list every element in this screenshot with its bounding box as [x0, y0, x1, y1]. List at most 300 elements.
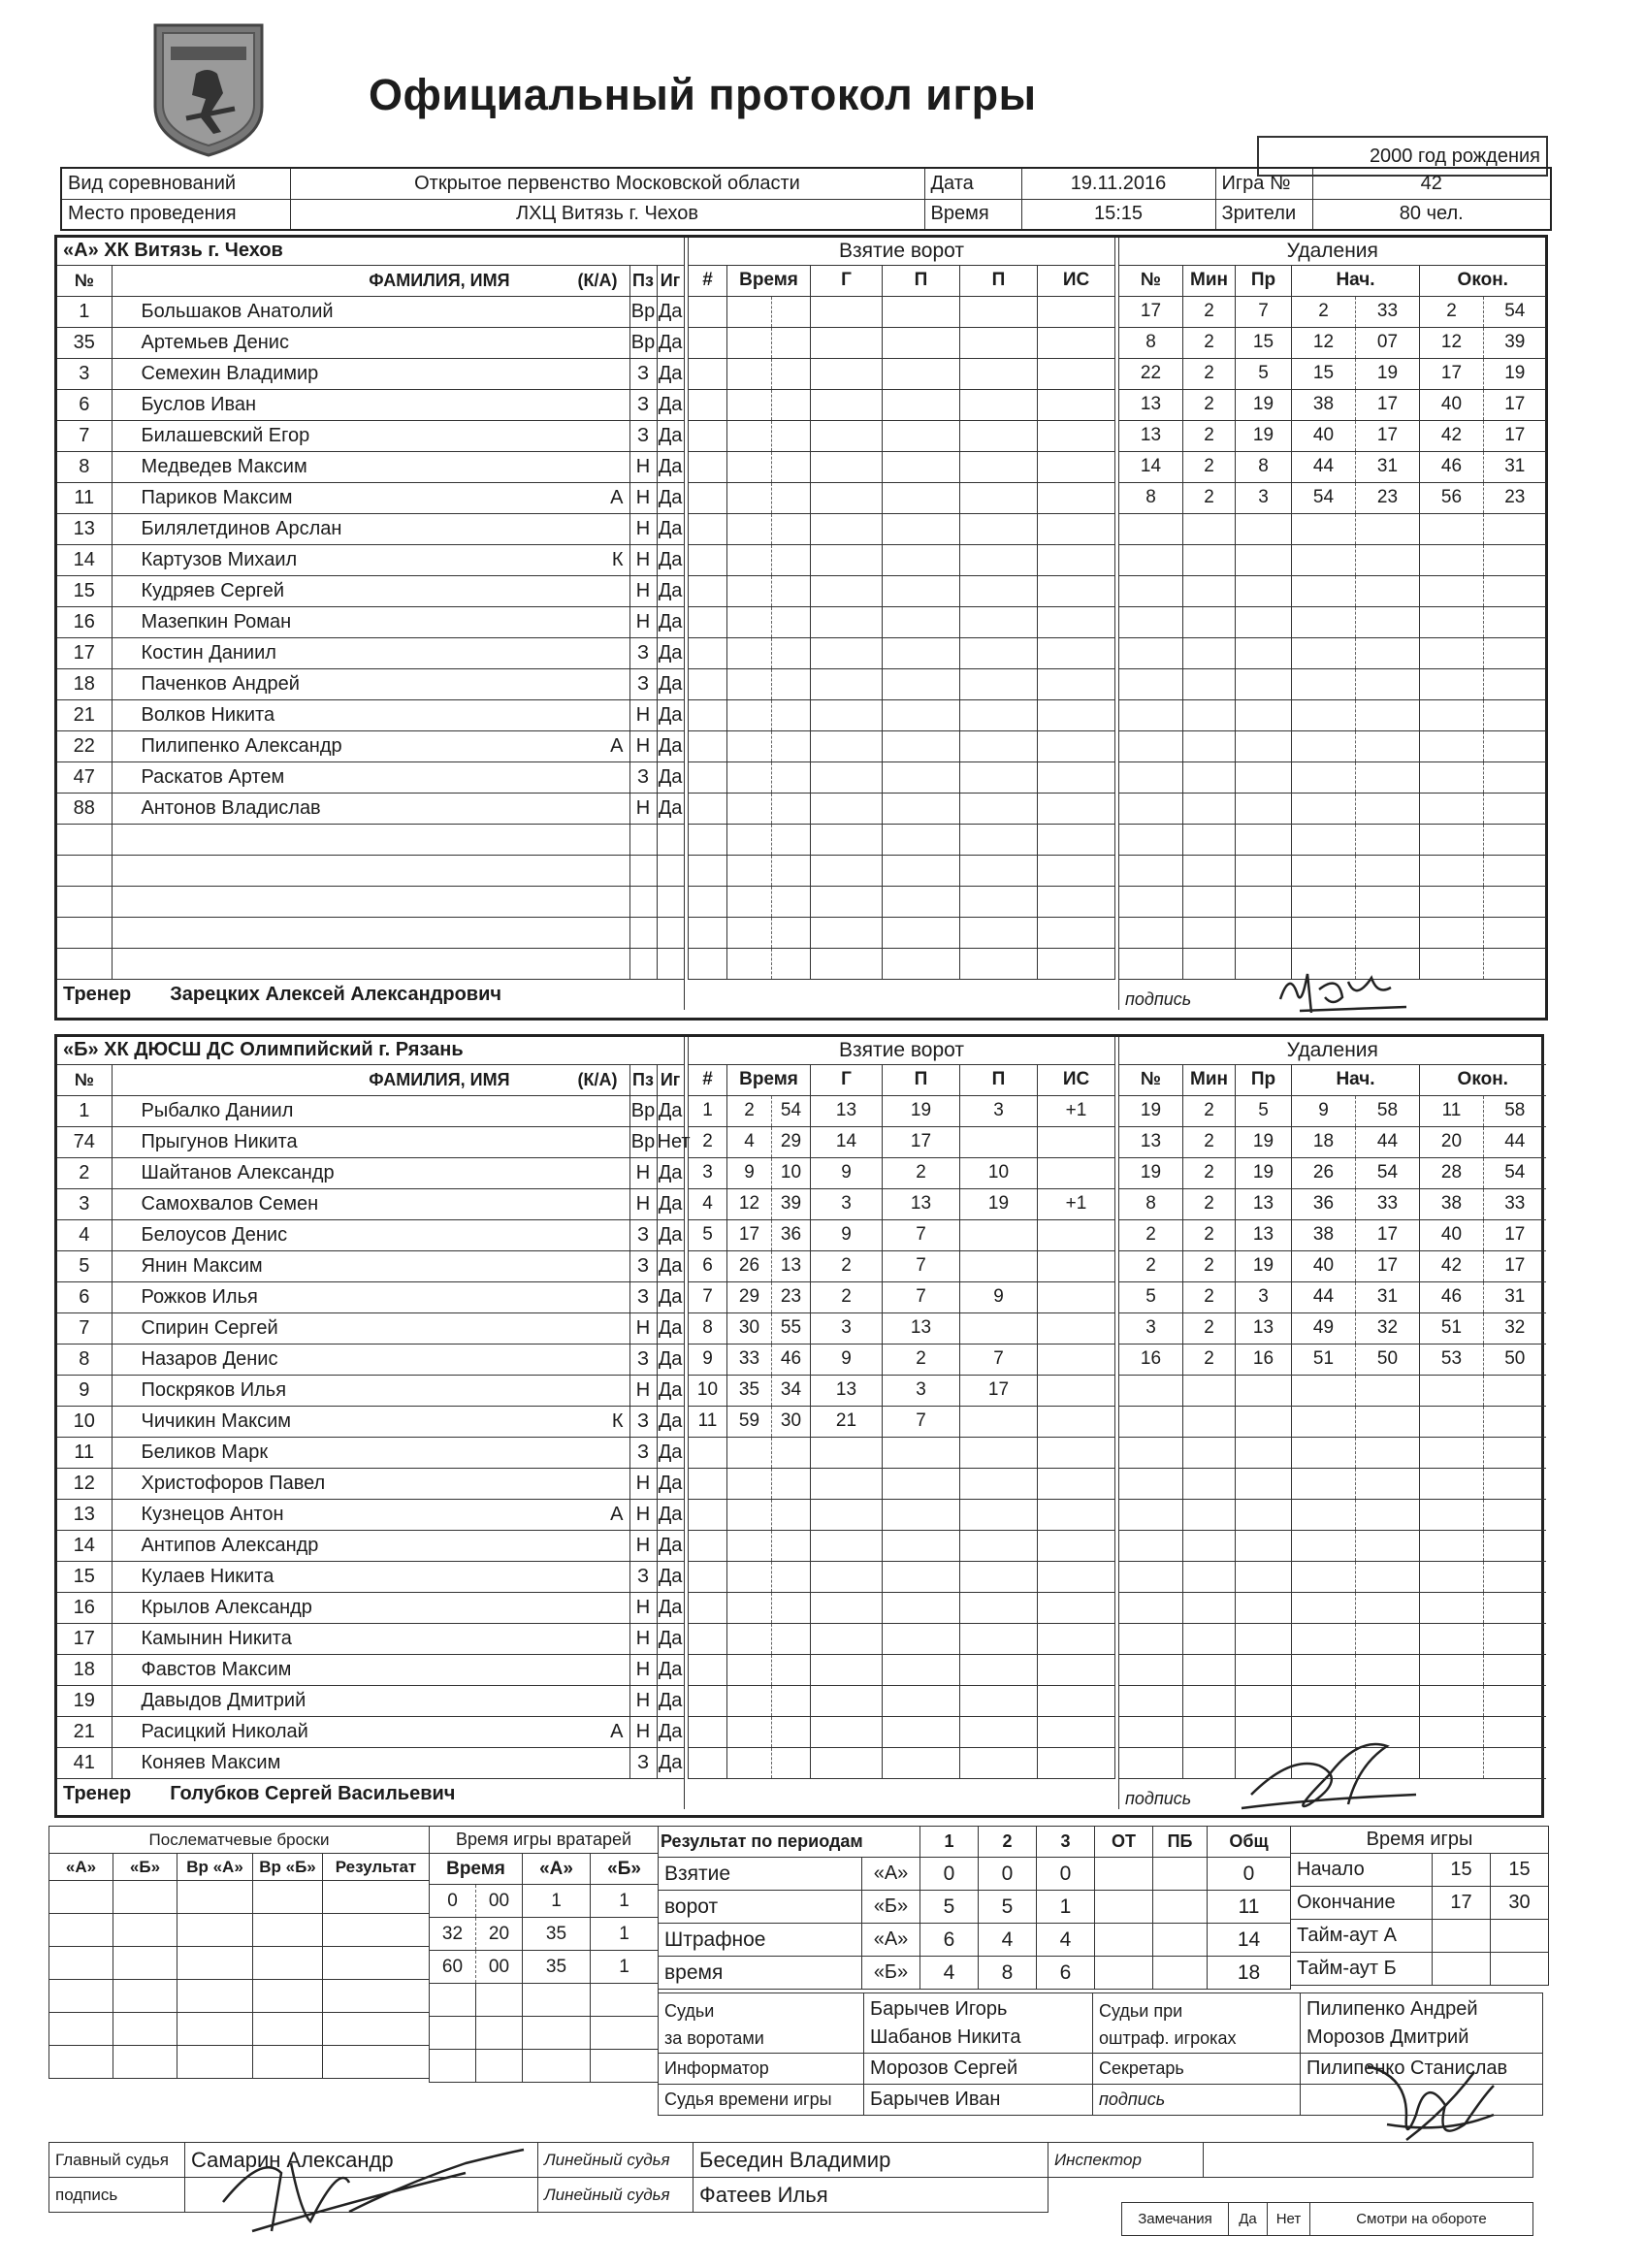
penalty-end-sec: 17 — [1484, 1219, 1546, 1250]
period-team: «А» — [862, 1858, 920, 1891]
goal-minute: 26 — [727, 1250, 772, 1281]
player-role — [558, 1530, 629, 1561]
col-scorer: Г — [811, 1064, 883, 1095]
player-row — [57, 948, 684, 979]
player-played: Да — [657, 358, 684, 389]
player-row — [57, 1344, 684, 1375]
time-value: 15:15 — [1021, 199, 1215, 230]
game-time-table — [1290, 1826, 1549, 1986]
goal-assist-1: 17 — [883, 1126, 960, 1157]
player-role — [558, 420, 629, 451]
player-role — [558, 699, 629, 730]
penalty-reason: 19 — [1236, 1157, 1292, 1188]
goal-strength — [1038, 1375, 1115, 1406]
penalty-player: 13 — [1119, 420, 1183, 451]
goal-minute: 9 — [727, 1157, 772, 1188]
goal-assist-1: 13 — [883, 1312, 960, 1344]
game-value: 42 — [1312, 168, 1551, 199]
player-role — [558, 1281, 629, 1312]
penalty-start-min: 2 — [1292, 296, 1356, 327]
period-team: «Б» — [862, 1891, 920, 1924]
penalty-start-min: 15 — [1292, 358, 1356, 389]
penalty-end-sec: 44 — [1484, 1126, 1546, 1157]
goal-scorer: 9 — [811, 1344, 883, 1375]
player-played: Да — [657, 793, 684, 824]
player-name: Кузнецов Антон — [112, 1499, 558, 1530]
period-row-label: Штрафное — [659, 1924, 862, 1957]
player-name: Картузов Михаил — [112, 544, 558, 575]
col-penalty-reason: Пр — [1236, 1064, 1292, 1095]
penalty-minutes: 2 — [1183, 296, 1236, 327]
goal-second: 55 — [772, 1312, 811, 1344]
penalty-minutes: 2 — [1183, 327, 1236, 358]
remarks-label: Замечания — [1122, 2203, 1229, 2236]
coach-label: Тренер — [63, 983, 132, 1005]
player-number: 12 — [57, 1468, 112, 1499]
goalie-time-title: Время игры вратарей — [430, 1827, 659, 1854]
team-title: «Б» ХК ДЮСШ ДС Олимпийский г. Рязань — [57, 1037, 684, 1064]
player-position: Н — [629, 1716, 657, 1747]
player-position: Вр — [629, 327, 657, 358]
timekeeper-value: Барычев Иван — [864, 2085, 1093, 2116]
col-ig: Иг — [657, 1064, 684, 1095]
goal-scorer: 13 — [811, 1095, 883, 1126]
penalty-end-sec: 39 — [1484, 327, 1546, 358]
penalty-minutes: 2 — [1183, 482, 1236, 513]
goal-row — [689, 482, 1115, 513]
goal-row — [689, 1157, 1115, 1188]
player-row — [57, 917, 684, 948]
penalty-row — [1119, 1437, 1546, 1468]
player-name: Расицкий Николай — [112, 1716, 558, 1747]
col-penalty-end: Окон. — [1420, 1064, 1546, 1095]
period-row — [659, 1957, 1291, 1990]
goal-number: 11 — [689, 1406, 727, 1437]
col-name — [112, 265, 629, 296]
goalie-time-min: 0 — [430, 1885, 476, 1918]
player-name: Янин Максим — [112, 1250, 558, 1281]
period-team: «А» — [862, 1924, 920, 1957]
player-row — [57, 1654, 684, 1685]
game-info-table — [60, 167, 1552, 231]
player-played: Да — [657, 1375, 684, 1406]
goalie-time-sec: 00 — [476, 1951, 523, 1984]
player-role — [558, 296, 629, 327]
penalty-minutes: 2 — [1183, 1095, 1236, 1126]
secretary-sign-label: подпись — [1093, 2085, 1301, 2116]
player-played: Да — [657, 1716, 684, 1747]
penalty-start-min: 38 — [1292, 389, 1356, 420]
goal-strength — [1038, 1126, 1115, 1157]
penalty-row — [1119, 1623, 1546, 1654]
player-played: Да — [657, 699, 684, 730]
period-row-label: время — [659, 1957, 862, 1990]
goal-number: 1 — [689, 1095, 727, 1126]
player-number: 47 — [57, 761, 112, 793]
period-value: 6 — [1037, 1957, 1095, 1990]
goal-assist-1: 7 — [883, 1281, 960, 1312]
period-value: 0 — [1208, 1858, 1291, 1891]
player-number: 22 — [57, 730, 112, 761]
goal-row — [689, 358, 1115, 389]
goal-assist-1: 19 — [883, 1095, 960, 1126]
player-role — [558, 1095, 629, 1126]
player-position: Вр — [629, 1095, 657, 1126]
goal-second: 54 — [772, 1095, 811, 1126]
goal-row — [689, 1716, 1115, 1747]
col-assist-2: П — [960, 1064, 1038, 1095]
player-position: Н — [629, 1654, 657, 1685]
penalty-row — [1119, 389, 1546, 420]
team-b-block — [54, 1034, 1544, 1818]
penalty-end-min: 53 — [1420, 1344, 1484, 1375]
penalty-start-min: 38 — [1292, 1219, 1356, 1250]
penalty-row — [1119, 1530, 1546, 1561]
player-number: 8 — [57, 451, 112, 482]
player-name: Волков Никита — [112, 699, 558, 730]
team-a-block — [54, 235, 1548, 1021]
linesman-1-value: Беседин Владимир — [693, 2143, 1048, 2178]
goal-assist-2 — [960, 1219, 1038, 1250]
penalty-end-min: 2 — [1420, 296, 1484, 327]
game-start-label: Начало — [1291, 1854, 1433, 1887]
goal-row — [689, 1375, 1115, 1406]
penalty-end-sec: 23 — [1484, 482, 1546, 513]
penalty-judge-1: Пилипенко Андрей — [1306, 1998, 1478, 2020]
goal-row — [689, 513, 1115, 544]
col-assist-1: П — [883, 1064, 960, 1095]
penalty-start-min: 44 — [1292, 1281, 1356, 1312]
player-row — [57, 1126, 684, 1157]
player-position: Н — [629, 1157, 657, 1188]
player-role — [558, 513, 629, 544]
goal-row — [689, 1219, 1115, 1250]
player-position: Н — [629, 1623, 657, 1654]
penalty-end-min: 17 — [1420, 358, 1484, 389]
player-position: З — [629, 1406, 657, 1437]
player-row — [57, 761, 684, 793]
col-penalty-end: Окон. — [1420, 265, 1546, 296]
penalty-row — [1119, 1406, 1546, 1437]
player-position: З — [629, 389, 657, 420]
penalty-row — [1119, 1344, 1546, 1375]
penalty-start-min: 9 — [1292, 1095, 1356, 1126]
goal-row — [689, 1437, 1115, 1468]
referees-table — [48, 2142, 1048, 2213]
penalty-start-sec: 54 — [1356, 1157, 1420, 1188]
penalty-end-min: 28 — [1420, 1157, 1484, 1188]
goals-title: Взятие ворот — [689, 238, 1115, 265]
penalty-reason: 19 — [1236, 389, 1292, 420]
player-name: Буслов Иван — [112, 389, 558, 420]
player-played: Да — [657, 1188, 684, 1219]
penalty-row — [1119, 730, 1546, 761]
player-name: Артемьев Денис — [112, 327, 558, 358]
penalty-start-sec: 17 — [1356, 1250, 1420, 1281]
goalie-time-row — [430, 1951, 659, 1984]
player-role: А — [558, 730, 629, 761]
penalty-row — [1119, 420, 1546, 451]
penalty-judges-label-1: Судьи при — [1099, 2001, 1183, 2021]
player-row — [57, 1188, 684, 1219]
penalty-reason: 19 — [1236, 420, 1292, 451]
player-number: 1 — [57, 296, 112, 327]
period-col: 1 — [920, 1827, 979, 1858]
goal-minute: 29 — [727, 1281, 772, 1312]
game-end-label: Окончание — [1291, 1887, 1433, 1920]
player-played: Да — [657, 420, 684, 451]
player-position: Н — [629, 575, 657, 606]
player-role — [558, 1437, 629, 1468]
goal-assist-1: 7 — [883, 1250, 960, 1281]
player-name: Мазепкин Роман — [112, 606, 558, 637]
player-row — [57, 1685, 684, 1716]
spectators-value: 80 чел. — [1312, 199, 1551, 230]
penalty-start-min: 54 — [1292, 482, 1356, 513]
penalty-end-min: 46 — [1420, 451, 1484, 482]
venue-label: Место проведения — [61, 199, 290, 230]
remarks-table — [1121, 2202, 1533, 2236]
player-role — [558, 389, 629, 420]
penalty-row — [1119, 886, 1546, 917]
player-number: 18 — [57, 1654, 112, 1685]
player-row — [57, 886, 684, 917]
penalty-player: 8 — [1119, 1188, 1183, 1219]
player-position: Н — [629, 451, 657, 482]
player-number: 18 — [57, 668, 112, 699]
referee-value: Самарин Александр — [185, 2143, 538, 2178]
penalty-end-sec: 50 — [1484, 1344, 1546, 1375]
player-role — [558, 793, 629, 824]
coach-name: Голубков Сергей Васильевич — [170, 1782, 456, 1804]
goal-second: 13 — [772, 1250, 811, 1281]
period-value: 6 — [920, 1924, 979, 1957]
goalie-time-min: 60 — [430, 1951, 476, 1984]
player-played: Да — [657, 1499, 684, 1530]
goal-assist-1: 3 — [883, 1375, 960, 1406]
penalty-start-min: 40 — [1292, 420, 1356, 451]
goal-number: 7 — [689, 1281, 727, 1312]
penalty-reason: 15 — [1236, 327, 1292, 358]
col-penalty-start: Нач. — [1292, 265, 1420, 296]
player-row — [57, 1312, 684, 1344]
player-role: А — [558, 1499, 629, 1530]
timeout-a-label: Тайм-аут А — [1291, 1920, 1433, 1953]
goal-assist-1: 7 — [883, 1406, 960, 1437]
goal-strength — [1038, 1281, 1115, 1312]
player-name: Антипов Александр — [112, 1530, 558, 1561]
player-number: 17 — [57, 1623, 112, 1654]
penalty-row — [1119, 793, 1546, 824]
goal-row — [689, 1499, 1115, 1530]
linesman-2-value: Фатеев Илья — [693, 2178, 1048, 2213]
period-col: Общ — [1208, 1827, 1291, 1858]
penalty-end-sec: 17 — [1484, 1250, 1546, 1281]
penalty-row — [1119, 296, 1546, 327]
period-value — [1153, 1858, 1208, 1891]
player-played: Да — [657, 1623, 684, 1654]
player-name: Беликов Марк — [112, 1437, 558, 1468]
penalty-row — [1119, 1157, 1546, 1188]
player-row — [57, 389, 684, 420]
period-value: 0 — [979, 1858, 1037, 1891]
date-value: 19.11.2016 — [1021, 168, 1215, 199]
goal-minute: 12 — [727, 1188, 772, 1219]
player-played: Да — [657, 606, 684, 637]
goalie-time-col-b: «Б» — [591, 1854, 659, 1885]
player-played: Да — [657, 1281, 684, 1312]
penalty-player: 16 — [1119, 1344, 1183, 1375]
player-name: Христофоров Павел — [112, 1468, 558, 1499]
player-position: Н — [629, 544, 657, 575]
player-number: 41 — [57, 1747, 112, 1778]
penalty-start-min: 12 — [1292, 327, 1356, 358]
goalie-time-sec: 00 — [476, 1885, 523, 1918]
penalty-row — [1119, 1561, 1546, 1592]
penalty-minutes: 2 — [1183, 389, 1236, 420]
player-position: З — [629, 1344, 657, 1375]
penalty-row — [1119, 1716, 1546, 1747]
goal-row — [689, 1188, 1115, 1219]
period-value: 11 — [1208, 1891, 1291, 1924]
goals-table — [688, 238, 1115, 1010]
period-col: 2 — [979, 1827, 1037, 1858]
penalty-reason: 19 — [1236, 1250, 1292, 1281]
shootout-col: Вр «Б» — [253, 1854, 323, 1881]
penalty-end-min: 46 — [1420, 1281, 1484, 1312]
player-name: Пилипенко Александр — [112, 730, 558, 761]
player-name: Большаков Анатолий — [112, 296, 558, 327]
col-goal-time: Время — [727, 265, 811, 296]
period-value — [1153, 1957, 1208, 1990]
penalty-reason: 8 — [1236, 451, 1292, 482]
goal-row — [689, 917, 1115, 948]
penalty-minutes: 2 — [1183, 1281, 1236, 1312]
player-name: Семехин Владимир — [112, 358, 558, 389]
player-name: Медведев Максим — [112, 451, 558, 482]
player-role: К — [558, 1406, 629, 1437]
timeout-b-label: Тайм-аут Б — [1291, 1953, 1433, 1986]
player-row — [57, 358, 684, 389]
player-position: З — [629, 1281, 657, 1312]
penalty-row — [1119, 1095, 1546, 1126]
player-row — [57, 637, 684, 668]
goal-row — [689, 1312, 1115, 1344]
penalty-minutes: 2 — [1183, 1344, 1236, 1375]
summary-block — [48, 1826, 1548, 2142]
goal-row — [689, 544, 1115, 575]
penalty-row — [1119, 575, 1546, 606]
player-role — [558, 575, 629, 606]
goalie-team-a: 35 — [523, 1918, 591, 1951]
penalty-start-sec: 31 — [1356, 1281, 1420, 1312]
player-role: А — [558, 1716, 629, 1747]
coach-label: Тренер — [63, 1782, 132, 1804]
player-row — [57, 296, 684, 327]
player-name: Билашевский Егор — [112, 420, 558, 451]
linesman-label-2: Линейный судья — [538, 2178, 693, 2213]
goal-number: 2 — [689, 1126, 727, 1157]
penalty-row — [1119, 1126, 1546, 1157]
goal-number: 6 — [689, 1250, 727, 1281]
game-start-hour: 15 — [1433, 1854, 1491, 1887]
game-end-min: 30 — [1491, 1887, 1549, 1920]
penalty-reason: 13 — [1236, 1312, 1292, 1344]
penalty-row — [1119, 1468, 1546, 1499]
player-position: З — [629, 1747, 657, 1778]
goal-row — [689, 886, 1115, 917]
game-end-hour: 17 — [1433, 1887, 1491, 1920]
competition-label: Вид соревнований — [61, 168, 290, 199]
period-value: 0 — [920, 1858, 979, 1891]
goal-number: 4 — [689, 1188, 727, 1219]
goal-scorer: 9 — [811, 1157, 883, 1188]
player-role — [558, 1592, 629, 1623]
penalty-row — [1119, 1592, 1546, 1623]
period-row-label: Взятие — [659, 1858, 862, 1891]
player-number: 11 — [57, 482, 112, 513]
penalty-end-min: 11 — [1420, 1095, 1484, 1126]
goal-assist-2: 19 — [960, 1188, 1038, 1219]
goal-row — [689, 1250, 1115, 1281]
col-goal-number: # — [689, 265, 727, 296]
col-no: № — [57, 265, 112, 296]
shootout-title: Послематчевые броски — [49, 1827, 430, 1854]
player-played: Да — [657, 1437, 684, 1468]
goal-row — [689, 1654, 1115, 1685]
player-number: 3 — [57, 358, 112, 389]
player-position: Н — [629, 606, 657, 637]
secretary-value: Пилипенко Станислав — [1301, 2054, 1543, 2085]
penalty-start-min: 51 — [1292, 1344, 1356, 1375]
penalty-end-min: 56 — [1420, 482, 1484, 513]
goal-judge-1: Барычев Игорь — [870, 1998, 1008, 2020]
player-played: Да — [657, 1344, 684, 1375]
game-start-min: 15 — [1491, 1854, 1549, 1887]
player-number: 7 — [57, 420, 112, 451]
player-position: З — [629, 358, 657, 389]
period-value: 1 — [1037, 1891, 1095, 1924]
penalty-end-min: 20 — [1420, 1126, 1484, 1157]
penalty-row — [1119, 1375, 1546, 1406]
goal-row — [689, 451, 1115, 482]
goal-row — [689, 1561, 1115, 1592]
penalty-end-sec: 54 — [1484, 296, 1546, 327]
player-name: Париков Максим — [112, 482, 558, 513]
player-position: Н — [629, 699, 657, 730]
player-played: Да — [657, 1219, 684, 1250]
timekeeper-label: Судья времени игры — [659, 2085, 864, 2116]
goal-second: 10 — [772, 1157, 811, 1188]
goal-second: 39 — [772, 1188, 811, 1219]
goalie-time-row — [430, 1918, 659, 1951]
player-role — [558, 1747, 629, 1778]
player-name: Камынин Никита — [112, 1623, 558, 1654]
player-name: Рыбалко Даниил — [112, 1095, 558, 1126]
goal-assist-2 — [960, 1312, 1038, 1344]
player-position: З — [629, 637, 657, 668]
player-role — [558, 1219, 629, 1250]
col-assist-1: П — [883, 265, 960, 296]
goal-assist-1: 7 — [883, 1219, 960, 1250]
goal-minute: 35 — [727, 1375, 772, 1406]
player-row — [57, 1747, 684, 1778]
penalty-start-min: 36 — [1292, 1188, 1356, 1219]
penalty-row — [1119, 1219, 1546, 1250]
player-position: Н — [629, 1188, 657, 1219]
player-role — [558, 1344, 629, 1375]
player-position: Н — [629, 513, 657, 544]
